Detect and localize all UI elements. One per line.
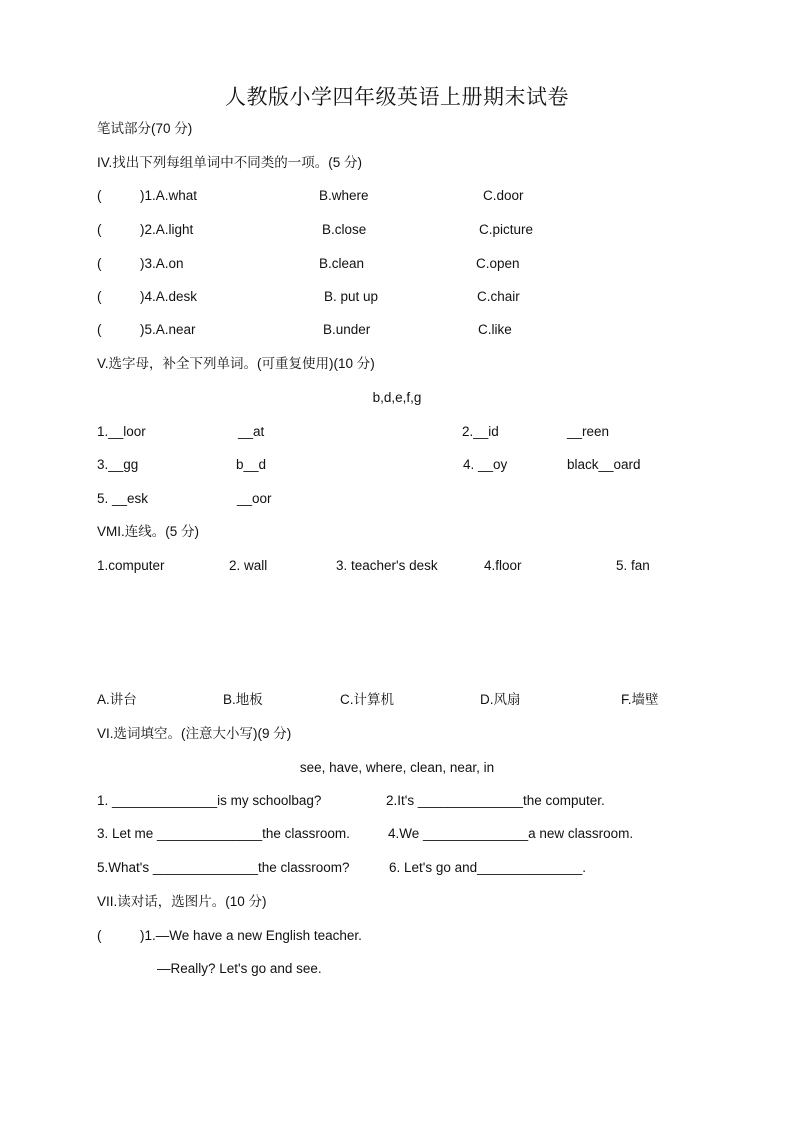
fill-blank-item: 4.We ______________a new classroom.	[388, 826, 634, 841]
answer-paren: (	[97, 289, 102, 304]
fill-blank-item: 3. Let me ______________the classroom.	[97, 826, 350, 841]
fill-blank-item: 6. Let's go and______________.	[389, 860, 587, 875]
word-blank: 5. __esk	[97, 491, 149, 506]
dialogue-line: —Really? Let's go and see.	[157, 961, 322, 976]
answer-paren: (	[97, 188, 102, 203]
section-vmi-heading: VMI.连线。(5 分)	[97, 524, 200, 539]
section-iv-heading: IV.找出下列每组单词中不同类的一项。(5 分)	[97, 155, 363, 170]
word-blank: 4. __oy	[463, 457, 508, 472]
page-title: 人教版小学四年级英语上册期末试卷	[225, 85, 569, 109]
answer-paren: (	[97, 928, 102, 943]
letter-bank: b,d,e,f,g	[372, 390, 422, 405]
written-part-subtitle: 笔试部分(70 分)	[97, 121, 193, 136]
match-word: 2. wall	[229, 558, 268, 573]
option-a: )2.A.light	[140, 222, 194, 237]
option-c: C.chair	[477, 289, 520, 304]
word-blank: 2.__id	[462, 424, 499, 439]
word-blank: black__oard	[567, 457, 641, 472]
option-b: B.under	[323, 322, 371, 337]
match-meaning: F.墙壁	[621, 692, 659, 707]
option-c: C.picture	[479, 222, 534, 237]
option-c: C.like	[478, 322, 512, 337]
option-b: B. put up	[324, 289, 379, 304]
section-vii-heading: VII.读对话，选图片。(10 分)	[97, 894, 267, 909]
answer-paren: (	[97, 322, 102, 337]
option-a: )3.A.on	[140, 256, 184, 271]
option-a: )5.A.near	[140, 322, 196, 337]
match-word: 1.computer	[97, 558, 165, 573]
word-blank: __at	[238, 424, 265, 439]
word-blank: 3.__gg	[97, 457, 139, 472]
word-bank: see, have, where, clean, near, in	[299, 760, 495, 775]
option-b: B.close	[322, 222, 367, 237]
section-v-heading: V.选字母，补全下列单词。(可重复使用)(10 分)	[97, 356, 375, 371]
match-meaning: C.计算机	[340, 692, 394, 707]
fill-blank-item: 5.What's ______________the classroom?	[97, 860, 350, 875]
section-vi-heading: VI.选词填空。(注意大小写)(9 分)	[97, 726, 292, 741]
dialogue-line: )1.—We have a new English teacher.	[140, 928, 362, 943]
match-word: 4.floor	[484, 558, 522, 573]
option-a: )1.A.what	[140, 188, 198, 203]
option-b: B.where	[319, 188, 369, 203]
match-word: 3. teacher's desk	[336, 558, 438, 573]
fill-blank-item: 1. ______________is my schoolbag?	[97, 793, 322, 808]
word-blank: 1.__loor	[97, 424, 146, 439]
option-b: B.clean	[319, 256, 365, 271]
match-meaning: B.地板	[223, 692, 263, 707]
word-blank: __reen	[567, 424, 610, 439]
word-blank: __oor	[237, 491, 272, 506]
match-meaning: D.风扇	[480, 692, 521, 707]
match-meaning: A.讲台	[97, 692, 137, 707]
answer-paren: (	[97, 222, 102, 237]
answer-paren: (	[97, 256, 102, 271]
fill-blank-item: 2.It's ______________the computer.	[386, 793, 605, 808]
option-c: C.door	[483, 188, 524, 203]
word-blank: b__d	[236, 457, 267, 472]
match-word: 5. fan	[616, 558, 650, 573]
option-c: C.open	[476, 256, 520, 271]
option-a: )4.A.desk	[140, 289, 198, 304]
